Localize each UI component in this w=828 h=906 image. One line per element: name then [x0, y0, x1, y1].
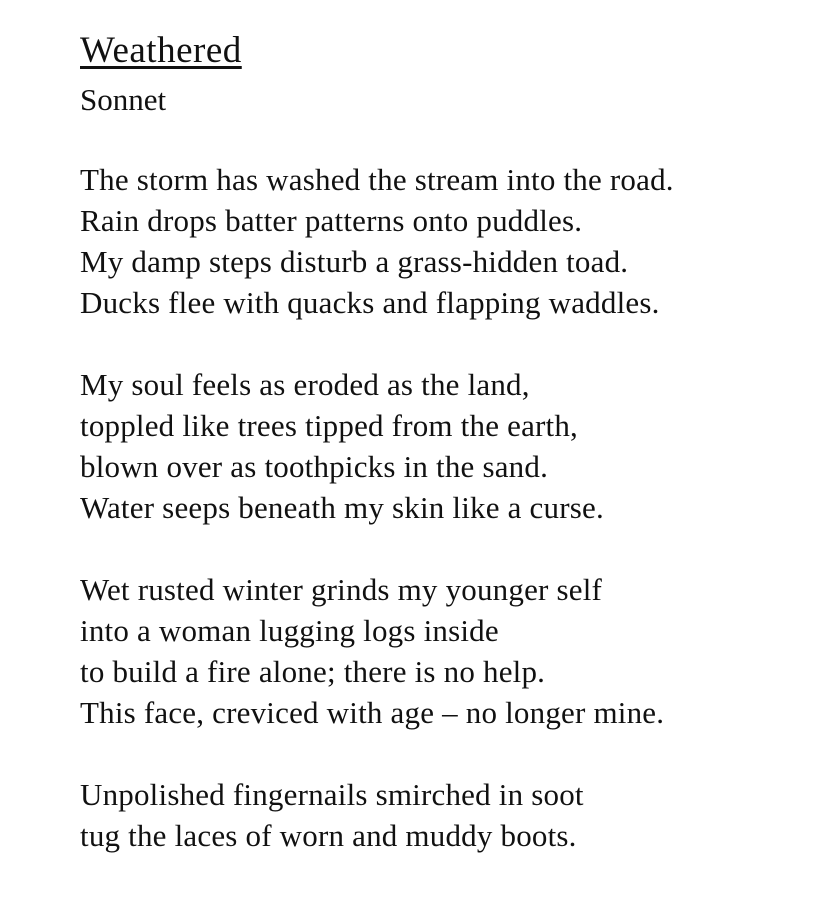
poem-line: The storm has washed the stream into the road. [80, 161, 674, 197]
poem-line: Ducks flee with quacks and flapping waddles. [80, 284, 660, 320]
poem-line: My damp steps disturb a grass-hidden toad. [80, 243, 629, 279]
stanza-3 [80, 569, 788, 733]
poem-line: toppled like trees tipped from the earth, [80, 407, 579, 443]
poem-line: blown over as toothpicks in the sand. [80, 448, 549, 484]
poem-subtitle: Sonnet [80, 81, 167, 117]
poem-title: Weathered [80, 30, 242, 71]
poem-line: Rain drops batter patterns onto puddles. [80, 202, 583, 238]
poem-line: Unpolished fingernails smirched in soot [80, 776, 584, 812]
poem-line: This face, creviced with age – no longer mine. [80, 694, 665, 730]
poem-line: Water seeps beneath my skin like a curse. [80, 489, 604, 525]
stanza-4 [80, 774, 788, 856]
poem-line: into a woman lugging logs inside [80, 612, 499, 648]
poem-line: to build a fire alone; there is no help. [80, 653, 546, 689]
stanza-1 [80, 159, 788, 323]
poem-line: Wet rusted winter grinds my younger self [80, 571, 603, 607]
poem-line: My soul feels as eroded as the land, [80, 366, 530, 402]
stanza-2 [80, 364, 788, 528]
poem-line: tug the laces of worn and muddy boots. [80, 817, 577, 853]
